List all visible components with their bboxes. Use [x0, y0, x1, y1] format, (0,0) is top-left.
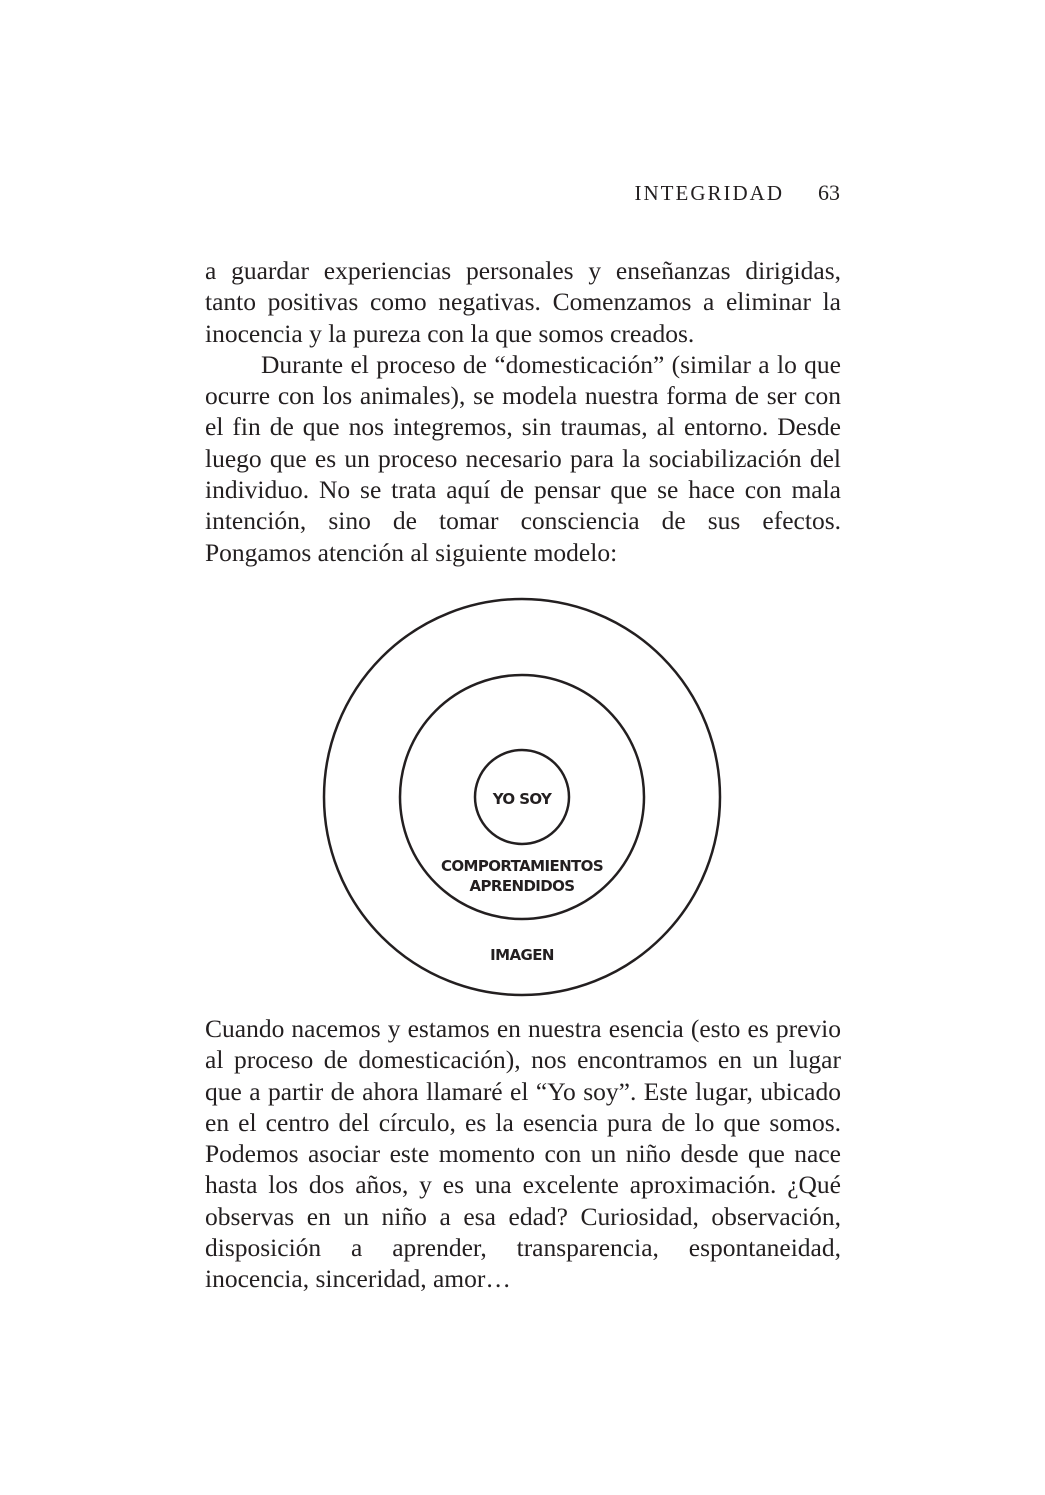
label-yo-soy: YO SOY — [492, 790, 552, 808]
paragraph: a guardar experiencias personales y enseñanzas dirigidas, tanto positivas como negativas. Comenzamos a eliminar la inocencia y la pureza con la que somos creados. — [205, 256, 841, 348]
paragraph: Durante el proceso de “domesticación” (similar a lo que ocurre con los animales), se modela nuestra forma de ser con el fin de que nos integremos, sin traumas, al entorno. Desde luego que es un proceso necesario para la sociabilización del individuo. No se trata aquí de pensar que se hace con mala intención, sino de tomar consciencia de sus efectos. Pongamos atención al siguiente modelo: — [205, 349, 841, 567]
body-text-top — [205, 255, 841, 568]
running-head — [635, 180, 840, 206]
page-number: 63 — [818, 180, 840, 205]
paragraph: Cuando nacemos y estamos en nuestra esencia (esto es previo al proceso de domesticación), nos encontramos en un lugar que a partir de ahora llamaré el “Yo soy”. Este lugar, ubicado en el centro del círculo, es la esencia pura de lo que somos. Podemos asociar este momento con un niño desde que nace hasta los dos años, y es una excelente aproximación. ¿Qué observas en un niño a esa edad? Curiosidad, observación, disposición a aprender, transparencia, espontaneidad, inocencia, sinceridad, amor… — [205, 1014, 841, 1294]
concentric-circles-diagram — [322, 595, 722, 999]
body-text-bottom — [205, 1013, 841, 1295]
label-imagen: IMAGEN — [490, 946, 554, 964]
running-head-title: INTEGRIDAD — [634, 181, 784, 205]
label-aprendidos: APRENDIDOS — [469, 877, 575, 895]
label-comportamientos: COMPORTAMIENTOS — [440, 857, 604, 875]
